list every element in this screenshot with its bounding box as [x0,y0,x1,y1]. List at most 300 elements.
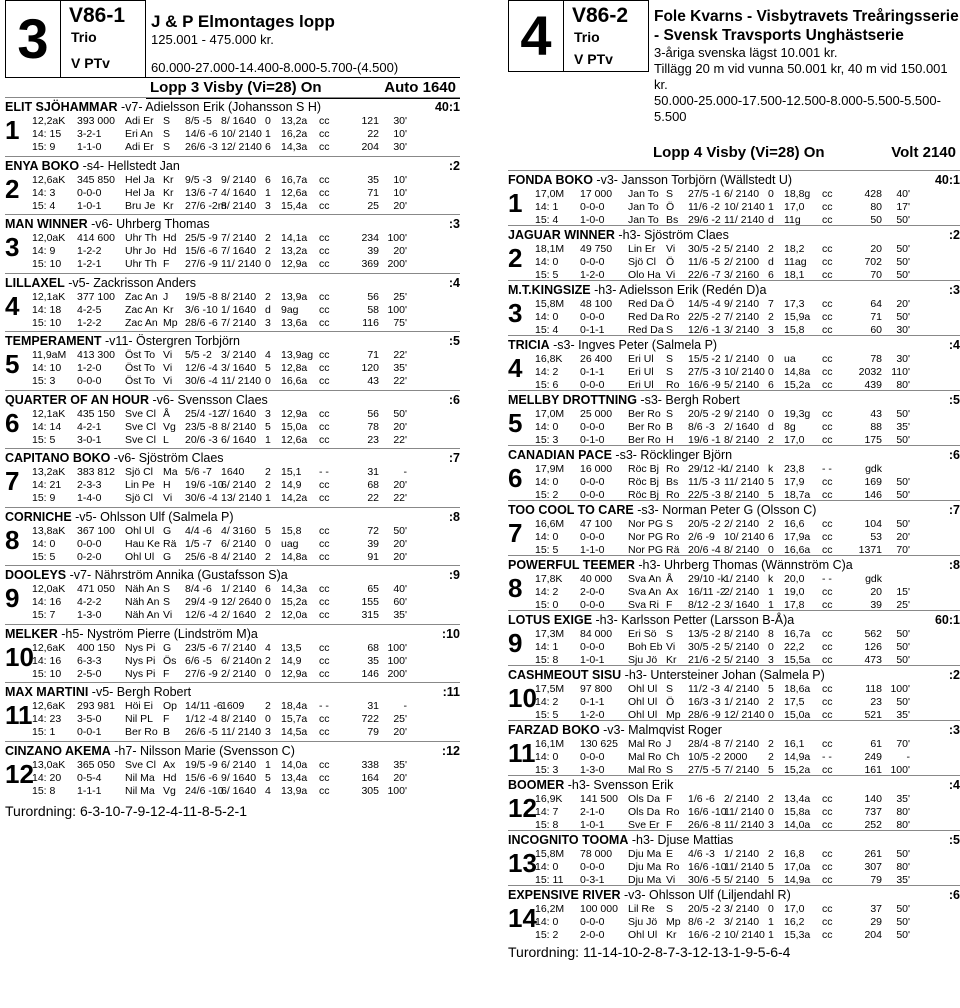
bet-sub2: V PTv [71,55,110,71]
horse-name: TOO COOL TO CARE [508,503,634,517]
stat-cell: cc [319,784,330,797]
stats-row [32,245,460,258]
stats-row [32,785,460,798]
race-header [508,0,960,170]
stat-cell: 2 [768,793,774,805]
stat-cell: 471 050 [77,583,115,595]
separator [508,830,960,831]
stat-cell: 80' [896,379,910,391]
bet-sub: Trio [71,29,97,45]
stats-row [32,466,460,479]
separator [5,565,460,566]
stat-cell: 70 [870,269,882,281]
stat-cell: 307 [864,861,882,873]
stat-cell: - [906,751,910,763]
stats-row [535,683,960,696]
stat-cell: 64 [870,298,882,310]
stat-cell: Ohl Ul [628,929,658,941]
stat-cell: cc [822,848,833,860]
horse-header [5,159,460,174]
separator [5,331,460,332]
stat-cell: cc [822,654,833,666]
stat-cell: 365 050 [77,758,115,771]
stat-cell: Hau Ke [125,537,161,550]
stat-cell: 16,7a [281,173,308,186]
stats-row [535,531,960,544]
stat-cell: 3/ 2140 [724,903,760,915]
stat-cell: 50 [870,214,882,226]
stat-cell: Vi [163,349,173,361]
lopp-label: Lopp 4 Visby (Vi=28) On [653,144,825,161]
stat-cell: 17,0 [784,201,805,213]
stat-cell: Ch [666,751,680,763]
stat-cell: Sve Cl [125,420,156,433]
stat-cell: 0-0-0 [580,256,605,268]
stats-row [535,573,960,586]
stat-cell: Adi Er [125,141,154,153]
stat-cell: 21/6 -2 [688,654,721,666]
stats-row [32,174,460,187]
stat-cell: Sva An [628,573,662,585]
horse-stats [32,466,460,505]
stat-cell: 30' [393,141,407,153]
horse-entry [5,507,460,566]
stat-cell: 28/6 -9 [688,709,721,721]
stat-cell: 5/ 2140 [724,243,760,255]
stat-cell: S [666,408,674,420]
stat-cell: 9/ 2140 [724,408,760,420]
stats-row [32,115,460,128]
stat-cell: 0-0-0 [580,489,605,501]
stat-cell: 30' [393,115,407,127]
stat-cell: 169 [864,476,882,488]
stat-cell: 14: 3 [32,186,56,199]
stat-cell: Ax [666,586,679,598]
stat-cell: Näh An [125,583,160,595]
start-number: 1 [508,188,523,218]
stats-row [32,700,460,713]
stat-cell: S [666,324,674,336]
stat-cell: 35' [896,874,910,886]
horse-name: DOOLEYS [5,568,67,582]
stat-cell: 15/6 -6 [185,771,218,784]
stat-cell: 1 [265,758,271,771]
stat-cell: Ber Ro [628,434,661,446]
stat-cell: 15,5a [784,654,811,666]
stats-row [32,421,460,434]
stat-cell: Kr [163,199,174,212]
stat-cell: 3-5-0 [77,713,102,725]
stat-cell: 0-0-0 [580,311,605,323]
stat-cell: 2/ 2100 [724,256,760,268]
horse-entry [508,665,960,720]
stat-cell: 11/5 -3 [688,476,720,488]
lopp-bar [649,143,960,165]
stat-cell: 14,3a [281,141,308,153]
stat-cell: cc [822,738,833,750]
horse-stats [32,115,460,154]
stat-cell: 50' [896,929,910,941]
stat-cell: cc [319,758,330,771]
stats-row [32,726,460,739]
horse-meta: -v5- Bergh Robert [88,685,192,699]
separator [508,775,960,776]
stat-cell: 22/5 -2 [688,311,721,323]
stat-cell: 10' [393,186,407,199]
horse-odds: :6 [448,392,460,407]
horse-entry [5,273,460,332]
stat-cell: 30/5 -2 [688,243,721,255]
stat-cell: 30' [896,324,910,336]
stat-cell: 14: 1 [535,201,559,213]
stat-cell: 4/ 3160 [221,524,257,537]
stats-row [32,609,460,622]
stat-cell: 47 100 [580,518,613,530]
horse-name: LOTUS EXIGE [508,613,593,627]
stat-cell: 68 [367,641,379,654]
stat-cell: 16,8 [784,848,805,860]
stat-cell: 2 [265,245,271,257]
stat-cell: 2 [768,848,774,860]
stat-cell: 4-2-5 [77,303,102,316]
stat-cell: 120 [361,362,379,374]
stat-cell: 315 [361,609,379,621]
stat-cell: 35 [367,654,379,667]
stat-cell: gdk [865,573,882,585]
horse-odds: :11 [442,685,460,699]
bet-box [564,0,649,72]
stat-cell: 11/ 2140 [724,476,765,488]
stat-cell: 234 [361,232,379,244]
stat-cell: 7/ 2140 [221,641,257,654]
stat-cell: 14: 7 [535,806,559,818]
stat-cell: Ö [666,298,675,310]
stat-cell: 10' [393,173,407,186]
horse-meta: -h3- Sjöström Claes [614,228,729,242]
stat-cell: Höi Ei [125,700,154,712]
stat-cell: 79 [870,874,882,886]
stat-cell: Ro [666,463,680,475]
stat-cell: cc [822,421,833,433]
stat-cell: 56 [367,290,379,303]
stat-cell: Nys Pi [125,667,156,680]
horse-entry [5,156,460,215]
stat-cell: 161 [864,764,882,776]
stat-cell: 0-0-0 [580,599,605,611]
horse-meta: -h3- Untersteiner Johan (Salmela P) [621,668,825,682]
start-number: 10 [5,641,34,672]
stat-cell: 4/ 2140 [724,683,760,695]
stat-cell: 14: 0 [535,916,559,928]
stat-cell: 16,7a [784,628,811,640]
stat-cell: 3/ 2140 [221,349,257,361]
start-number: 2 [508,243,523,273]
stat-cell: 4 [265,784,271,797]
stat-cell: 8g [784,421,796,433]
stat-cell: 20' [393,199,407,212]
stat-cell: 20 [870,243,882,255]
stat-cell: 9/ 2140 [221,173,257,186]
stat-cell: 100' [387,654,407,667]
stat-cell: 121 [361,115,379,127]
stat-cell: 2 [768,751,774,763]
race-number: 4 [508,0,564,72]
stat-cell: 1371 [858,544,882,556]
stat-cell: 13/6 -7 [185,186,218,199]
stat-cell: 26/6 -3 [185,141,218,153]
stat-cell: - - [319,700,329,712]
horse-header [5,217,460,232]
stat-cell: Ohl Ul [628,683,658,695]
stat-cell: 17,9 [784,476,805,488]
stat-cell: 35' [896,421,910,433]
stat-cell: Vi [666,641,676,653]
stat-cell: 6/ 1640 [221,784,257,797]
stat-cell: 15,2a [784,379,811,391]
stat-cell: 16,2M [535,903,565,915]
stat-cell: cc [319,420,330,433]
stat-cell: 7/ 2140 [221,232,257,244]
stat-cell: Mal Ro [628,751,662,763]
separator [508,225,960,226]
stat-cell: cc [319,713,330,725]
stat-cell: 15: 4 [535,324,559,336]
stat-cell: Lil Re [628,903,655,915]
stat-cell: 116 [362,316,379,329]
stat-cell: 25/5 -9 [185,232,218,244]
stat-cell: 1 [768,201,774,213]
stat-cell: 0-1-0 [580,434,605,446]
horse-header [5,276,460,291]
stat-cell: 2 [265,479,271,491]
stat-cell: 50' [896,256,910,268]
stat-cell: 60' [393,596,407,608]
stat-cell: 0 [265,375,271,387]
horse-header [5,451,460,466]
stat-cell: 0-0-0 [580,421,605,433]
stats-row [535,696,960,709]
stat-cell: 345 850 [77,173,115,186]
stat-cell: F [163,258,170,270]
separator [5,682,460,683]
stat-cell: 10/ 2140 [724,531,765,543]
stat-cell: 1-1-1 [77,784,102,797]
stat-cell: 0 [768,709,774,721]
stat-cell: 17,0a [784,861,811,873]
stat-cell: 12,0aK [32,232,66,244]
stat-cell: 14: 21 [32,479,62,491]
horse-odds: 40:1 [434,100,460,114]
horse-stats [535,628,960,667]
horse-name: EXPENSIVE RIVER [508,888,621,902]
horse-meta: -h3- Adielsson Erik (Redén D)a [590,283,767,297]
stat-cell: 8/12 -2 [688,599,721,611]
stat-cell: 15,8M [535,298,565,310]
stat-cell: 200' [387,667,407,680]
stat-cell: 100 000 [580,903,618,915]
stats-row [535,408,960,421]
stat-cell: 35' [896,793,910,805]
stat-cell: 50' [393,407,407,420]
stat-cell: 15: 3 [32,375,56,387]
stat-cell: 12,6aK [32,641,66,654]
stats-row [535,641,960,654]
stat-cell: 15,8 [784,324,805,336]
stat-cell: 18,1M [535,243,565,255]
stat-cell: cc [822,366,833,378]
stat-cell: 0 [768,641,774,653]
horse-odds: :5 [448,334,460,348]
stats-row [32,479,460,492]
stat-cell: 126 [864,641,882,653]
stat-cell: 6/ 1640 [221,433,257,446]
horse-name: QUARTER OF AN HOUR [5,392,149,407]
stat-cell: Å [666,573,674,585]
stat-cell: 13,2a [281,115,308,127]
stat-cell: 15: 9 [32,492,56,504]
stat-cell [882,463,910,476]
horse-name: MELLBY DROTTNING [508,393,637,407]
stat-cell: 13,4a [784,793,811,805]
stat-cell: 5 [768,683,774,695]
stat-cell: Öst To [125,375,156,387]
stat-cell: 50' [896,269,910,281]
stat-cell: 18,7a [784,489,811,501]
start-type: Auto 1640 [384,79,456,96]
stat-cell: 1/ 2140 [724,573,760,585]
stat-cell: 14: 20 [32,771,62,784]
stat-cell: 5 [265,362,271,374]
stat-cell: Vi [666,874,676,886]
stat-cell: Eri Ul [628,353,654,365]
stat-cell: 14: 0 [535,531,559,543]
stat-cell: 14: 0 [32,537,56,550]
stat-cell: 0-0-0 [580,201,605,213]
stat-cell: 27/6 -9 [185,667,218,680]
stat-cell: 16/6 -9 [688,379,721,391]
stat-cell: Lin Pe [125,479,155,491]
stats-row [32,349,460,362]
stats-row [32,258,460,271]
stat-cell: 4/6 -3 [688,848,715,860]
stat-cell: 0-5-4 [77,771,102,784]
stats-row [32,713,460,726]
stat-cell: Eri An [125,128,154,140]
horse-odds: :3 [948,283,960,297]
stat-cell: 2 [768,738,774,750]
stat-cell: 5 [768,489,774,501]
stat-cell: 97 800 [580,683,613,695]
stat-cell: 4-2-1 [77,420,102,433]
horse-meta: -s3- Röcklinger Björn [611,448,733,462]
stat-cell: 13/ 2140 [221,492,262,504]
separator [508,500,960,501]
stats-row [32,375,460,388]
stat-cell: 6 [265,141,271,153]
stat-cell: Vg [163,784,176,797]
stat-cell: 29/12 -k [688,463,726,475]
stat-cell: 29 [870,916,882,928]
stat-cell: H [666,434,674,446]
stat-cell: 15: 3 [535,764,559,776]
stat-cell: H [163,479,171,491]
stat-cell: 7/ 1640 [221,245,257,257]
stat-cell: 22' [393,492,407,504]
stat-cell: 80' [896,819,910,831]
start-number: 5 [5,349,20,379]
stat-cell: S [666,683,674,695]
stat-cell: 2/ 2140 [724,518,760,530]
horse-entry [5,331,460,390]
horse-header [508,723,960,738]
stats-row [535,806,960,819]
stat-cell: 40' [896,188,910,200]
stat-cell: 0-1-1 [580,324,605,336]
stat-cell: 31 [367,466,379,478]
stat-cell: 9ag [281,303,299,316]
stat-cell: Nys Pi [125,641,156,654]
stat-cell: 53 [870,531,882,543]
bet-box [61,0,146,78]
horse-name: JAGUAR WINNER [508,228,615,242]
stat-cell: 4 [265,349,271,361]
stat-cell: 15/6 -6 [185,245,218,257]
horse-header [508,173,960,188]
stat-cell: Röc Bj [628,489,659,501]
stat-cell: Dju Ma [628,874,662,886]
stat-cell: Mp [666,709,681,721]
stat-cell: 10/ 2140 [221,128,262,140]
stat-cell: Ols Da [628,806,661,818]
stat-cell: cc [319,407,330,420]
stat-cell: Ber Ro [125,726,158,738]
horse-meta: -v6- Sjöström Claes [110,451,224,465]
stat-cell: 50' [896,518,910,530]
separator [508,335,960,336]
stat-cell: 30' [896,353,910,365]
horse-header [508,778,960,793]
stat-cell: cc [822,599,833,611]
stat-cell: 16/6 -10 [688,861,727,873]
stat-cell: 13,0aK [32,758,66,771]
stats-row [535,916,960,929]
stat-cell: cc [319,290,330,303]
stat-cell: 49 750 [580,243,613,255]
stat-cell: 1-3-0 [580,764,605,776]
horse-entry [508,390,960,445]
stat-cell: Nil Ma [125,784,155,797]
stat-cell: 18,6a [784,683,811,695]
stat-cell: 8/ 2140 [724,544,760,556]
start-number: 10 [508,683,537,713]
horse-entry [508,335,960,390]
stat-cell: 20' [393,420,407,433]
stat-cell: cc [822,188,833,200]
horse-meta: -s3- Norman Peter G (Olsson C) [633,503,817,517]
stat-cell: 1-0-0 [580,214,605,226]
horse-name: ELIT SJÖHAMMAR [5,100,118,114]
stat-cell: 15,4a [281,199,308,212]
horse-odds: 60:1 [934,613,960,627]
race-class: 125.001 - 475.000 kr. [151,32,274,47]
horse-odds: 40:1 [934,173,960,187]
stat-cell: 19/6 -1 [688,434,721,446]
stat-cell: 14,8a [281,550,308,563]
stat-cell: 521 [864,709,882,721]
stat-cell: 15: 10 [32,667,62,680]
start-number: 5 [508,408,523,438]
stat-cell: 100' [387,641,407,654]
